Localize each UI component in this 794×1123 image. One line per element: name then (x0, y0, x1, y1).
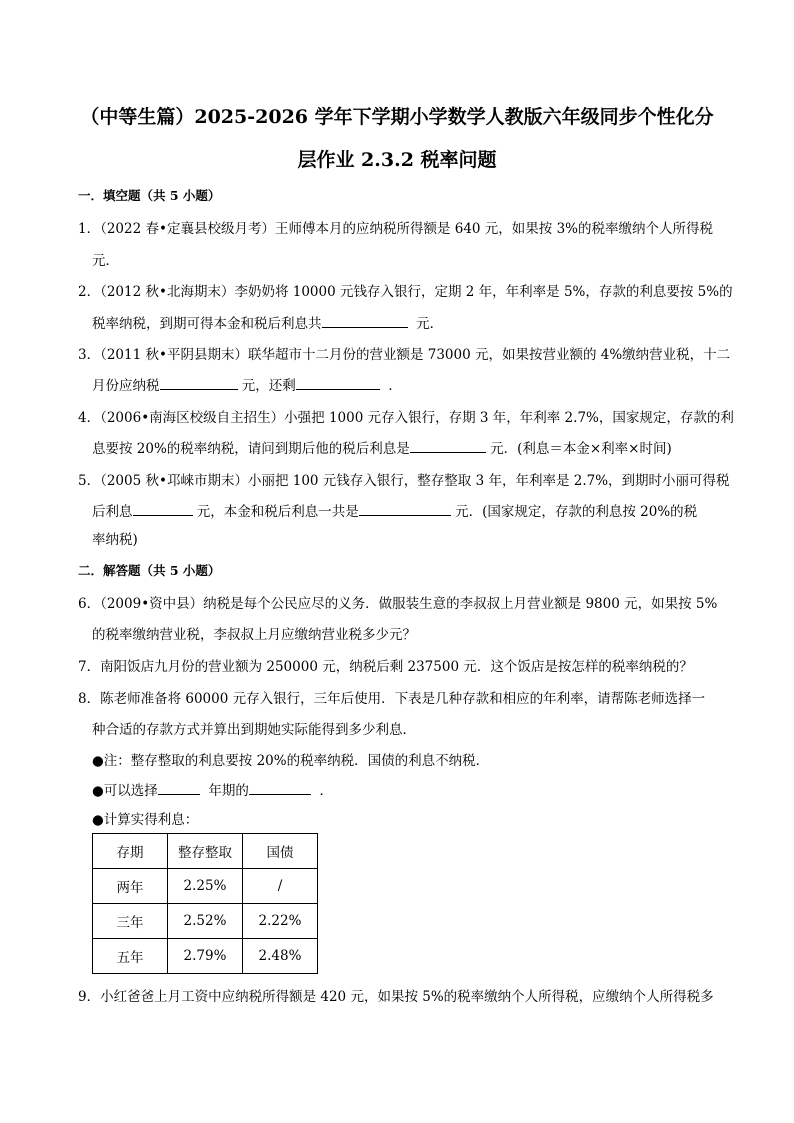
section-heading-fill-in: 一．填空题（共 5 小题） (78, 188, 221, 203)
question-8-calc: ●计算实得利息： (92, 812, 199, 828)
question-4-text: 息要按 20%的税率纳税，请问到期后他的税后利息是 (92, 441, 410, 457)
interest-rate-table (92, 833, 318, 974)
answer-blank[interactable] (322, 313, 408, 328)
question-1-line-1: 1．（2022 春•定襄县校级月考）王师傅本月的应纳税所得额是 640 元，如果按 3%的税率缴纳个人所得税 (78, 221, 714, 237)
table-cell: 2.25% (168, 869, 243, 904)
question-5-text-b: 元，本金和税后利息一共是 (196, 504, 359, 520)
question-7-line-1: 7．南阳饭店九月份的营业额为 250000 元，纳税后剩 237500 元．这个饭店是按怎样的税率纳税的？ (78, 659, 693, 675)
question-5-text-a: 后利息 (92, 504, 133, 520)
answer-blank[interactable] (158, 780, 200, 795)
section-heading-answer: 二．解答题（共 5 小题） (78, 563, 221, 578)
table-header: 存期 (93, 834, 168, 869)
question-4-line-1: 4．（2006•南海区校级自主招生）小强把 1000 元存入银行，存期 3 年，年利率 2.7%，国家规定，存款的利 (78, 410, 734, 426)
question-6-line-1: 6．（2009•资中县）纳税是每个公民应尽的义务．做服装生意的李叔叔上月营业额是 9800 元，如果按 5% (78, 596, 718, 612)
table-row (93, 939, 318, 974)
table-row (93, 869, 318, 904)
answer-blank[interactable] (160, 375, 238, 390)
question-9-line-1: 9．小红爸爸上月工资中应纳税所得额是 420 元，如果按 5%的税率缴纳个人所得税，应缴纳个人所得税多 (78, 989, 714, 1005)
question-2-line-1: 2．（2012 秋•北海期末）李奶奶将 10000 元钱存入银行，定期 2 年，年利率是 5%，存款的利息要按 5%的 (78, 284, 733, 300)
table-cell: 2.22% (243, 904, 318, 939)
question-8-line-1: 8．陈老师准备将 60000 元存入银行，三年后使用．下表是几种存款和相应的年利率，请帮陈老师选择一 (78, 691, 706, 707)
question-8-note: ●注：整存整取的利息要按 20%的税率纳税．国债的利息不纳税． (92, 753, 490, 769)
table-header-row (93, 834, 318, 869)
question-5-text-c: 元．(国家规定，存款的利息按 20%的税 (455, 504, 698, 520)
title-line-2: 层作业 2.3.2 税率问题 (297, 149, 497, 171)
table-cell: 两年 (93, 869, 168, 904)
answer-blank[interactable] (296, 375, 380, 390)
choose-text-a: ●可以选择 (92, 783, 158, 799)
question-1-line-2: 元． (92, 253, 119, 269)
choose-text-b: 年期的 (208, 783, 249, 799)
table-cell: 2.48% (243, 939, 318, 974)
question-8-line-2: 种合适的存款方式并算出到期她实际能得到多少利息． (92, 722, 416, 738)
question-2-unit: 元． (416, 316, 444, 332)
question-5-line-3: 率纳税) (92, 532, 138, 548)
question-5-line-1: 5．（2005 秋•邛崃市期末）小丽把 100 元钱存入银行，整存整取 3 年，年利率是 2.7%，到期时小丽可得税 (78, 473, 730, 489)
table-cell: 五年 (93, 939, 168, 974)
question-3-text-b: 元，还剩 (241, 378, 296, 394)
answer-blank[interactable] (410, 438, 486, 453)
table-cell: 2.79% (168, 939, 243, 974)
answer-blank[interactable] (249, 780, 311, 795)
table-cell: 三年 (93, 904, 168, 939)
question-5-line-2 (92, 500, 697, 520)
question-3-end: ． (388, 378, 402, 394)
question-3-text-a: 月份应纳税 (92, 378, 160, 394)
answer-blank[interactable] (133, 501, 193, 516)
table-header: 整存整取 (168, 834, 243, 869)
question-2-text: 税率纳税，到期可得本金和税后利息共 (92, 316, 322, 332)
question-3-line-2 (92, 374, 402, 394)
title-line-1: （中等生篇）2025-2026 学年下学期小学数学人教版六年级同步个性化分 (80, 106, 714, 128)
question-8-choose (92, 779, 333, 799)
question-4-line-2 (92, 437, 672, 457)
question-2-line-2 (92, 312, 443, 332)
choose-text-c: ． (319, 783, 333, 799)
question-4-unit: 元．(利息＝本金×利率×时间) (490, 441, 672, 457)
table-cell: 2.52% (168, 904, 243, 939)
question-3-line-1: 3．（2011 秋•平阴县期末）联华超市十二月份的营业额是 73000 元，如果按营业额的 4%缴纳营业税，十二 (78, 347, 731, 363)
answer-blank[interactable] (359, 501, 451, 516)
table-row (93, 904, 318, 939)
table-cell: / (243, 869, 318, 904)
table-header: 国债 (243, 834, 318, 869)
question-6-line-2: 的税率缴纳营业税，李叔叔上月应缴纳营业税多少元？ (92, 627, 416, 643)
